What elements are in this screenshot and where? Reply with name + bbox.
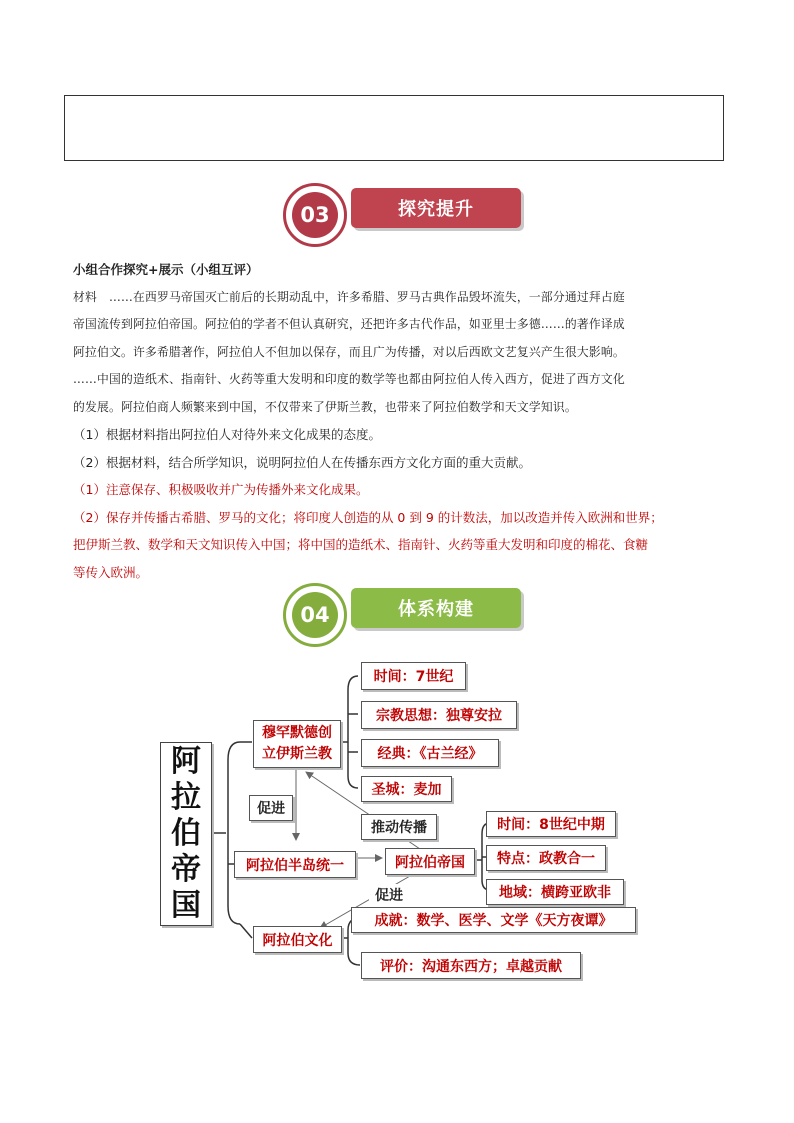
section-number-badge [283, 583, 347, 647]
label-push-spread: 推动传播 [361, 814, 437, 840]
node-culture-evaluation: 评价：沟通东西方；卓越贡献 [361, 952, 581, 979]
node-empire-feature: 特点：政教合一 [486, 845, 606, 871]
section-number-badge [283, 183, 347, 247]
node-arab-culture: 阿拉伯文化 [253, 926, 342, 953]
question-2: （2）根据材料，结合所学知识，说明阿拉伯人在传播东西方文化方面的重大贡献。 [73, 454, 531, 470]
node-islam-city: 圣城：麦加 [361, 776, 452, 802]
node-culture-achievement: 成就：数学、医学、文学《天方夜谭》 [351, 907, 636, 933]
answer-2-line: 等传入欧洲。 [73, 564, 149, 580]
answer-1: （1）注意保存、积极吸收并广为传播外来文化成果。 [73, 482, 369, 497]
node-islam-founding [253, 720, 341, 768]
material-line: ……中国的造纸术、指南针、火药等重大发明和印度的数学等也都由阿拉伯人传入西方，促进了西方文化 [73, 372, 625, 386]
node-islam-book: 经典：《古兰经》 [361, 739, 499, 767]
root-char: 阿 [171, 744, 201, 779]
label-promote-2: 促进 [369, 884, 409, 906]
root-char: 国 [171, 888, 201, 923]
section-title: 体系构建 [351, 588, 521, 628]
label-promote-1: 促进 [249, 795, 293, 821]
section-03-header [283, 183, 533, 247]
activity-heading: 小组合作探究+展示（小组互评） [73, 262, 259, 277]
exploration-content [73, 256, 733, 586]
answer-2-line: 把伊斯兰教、数学和天文知识传入中国；将中国的造纸术、指南针、火药等重大发明和印度的棉花、食糖 [73, 537, 649, 552]
question-1: （1）根据材料指出阿拉伯人对待外来文化成果的态度。 [73, 427, 381, 442]
node-islam-line: 立伊斯兰教 [262, 746, 332, 762]
node-peninsula-unify: 阿拉伯半岛统一 [234, 851, 356, 878]
section-number: 04 [292, 592, 338, 638]
material-text [73, 284, 733, 422]
node-empire-time: 时间：8世纪中期 [486, 811, 616, 837]
answer-2-line: （2）保存并传播古希腊、罗马的文化；将印度人创造的从 0 到 9 的计数法，加以改造并传入欧洲和世界； [73, 509, 663, 525]
root-char: 拉 [171, 780, 201, 815]
material-line: 材料 ……在西罗马帝国灭亡前后的长期动乱中，许多希腊、罗马古典作品毁坏流失，一部分通过拜占庭 [73, 289, 625, 304]
node-islam-time: 时间：7世纪 [361, 662, 466, 690]
node-islam-line: 穆罕默德创 [262, 725, 332, 741]
material-line: 帝国流传到阿拉伯帝国。阿拉伯的学者不但认真研究，还把许多古代作品，如亚里士多德……的著作译成 [73, 317, 625, 331]
section-title: 探究提升 [351, 188, 521, 228]
mindmap-root [160, 742, 212, 926]
root-char: 伯 [171, 816, 201, 851]
node-empire-region: 地域：横跨亚欧非 [486, 879, 624, 905]
node-islam-idea: 宗教思想：独尊安拉 [361, 701, 517, 729]
material-line: 的发展。阿拉伯商人频繁来到中国，不仅带来了伊斯兰教，也带来了阿拉伯数学和天文学知识。 [73, 399, 577, 414]
section-number: 03 [292, 192, 338, 238]
section-04-header [283, 583, 533, 647]
material-line: 阿拉伯文。许多希腊著作，阿拉伯人不但加以保存，而且广为传播，对以后西欧文艺复兴产生很大影响。 [73, 344, 625, 359]
root-char: 帝 [171, 852, 201, 887]
node-arab-empire: 阿拉伯帝国 [385, 848, 475, 875]
empty-answer-box [64, 95, 724, 161]
